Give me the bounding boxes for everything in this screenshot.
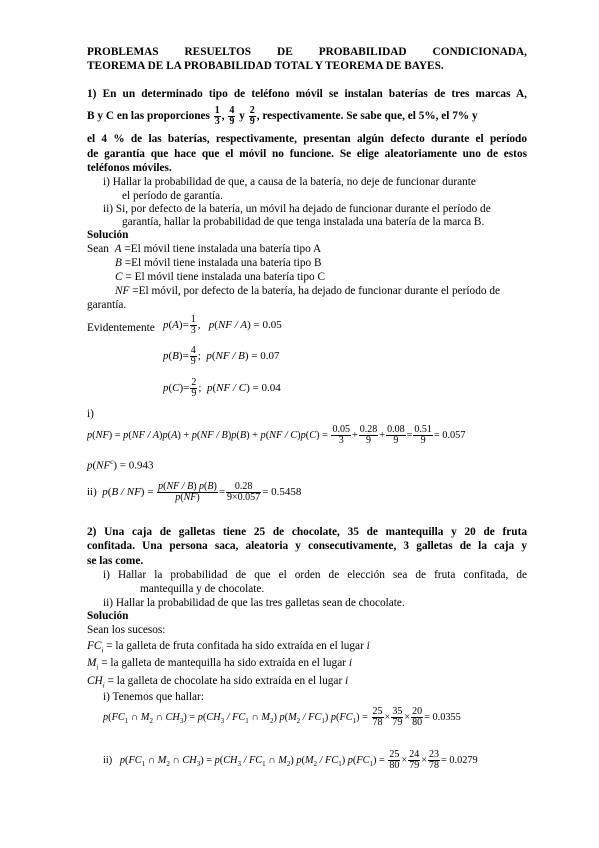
item-i-line1: i) Hallar la probabilidad de que, a causa de la batería, no deje de funcionar durante [103,176,476,188]
solution1-heading: Solución [87,229,129,241]
define-FC: $FC_i$ = la galleta de fruta confitada ha sido extraída en el lugar i [87,640,370,655]
p2-item-i-line1: i) Hallar la probabilidad de que el orden de elección sea de fruta confitada, de [103,569,527,581]
problem1-line5: teléfonos móviles. [87,162,172,174]
define-CH: $CH_i$ = la galleta de chocolate ha sido extraída en el lugar i [87,675,349,690]
define-B: B =El móvil tiene instalada una batería tipo B [115,257,322,269]
tenemos-label: i) Tenemos que hallar: [103,691,204,703]
item-ii-line1: ii) Si, por defecto de la batería, un móvil ha dejado de funcionar durante el período de [103,203,491,215]
solution2-heading: Solución [87,610,129,622]
define-A: Sean A =El móvil tiene instalada una batería tipo A [87,243,322,255]
p2-item-ii: ii) Hallar la probabilidad de que las tres galletas sean de chocolate. [103,597,405,609]
problem2-line3: se las come. [87,555,144,567]
define-NF: NF =El móvil, por defecto de la batería, ha dejado de funcionar durante el período de [115,285,500,297]
eq-total-probability: p(NF) = p(NF / A)p(A) + p(NF / B)p(B) + p(NF / C)p(C) = $\frac{0.05}{3}$ + $\frac{0.28}{9}$ + $\frac{0.08}{9}$ = $\frac{0.51}{9}$ = 0.057 [87,424,466,446]
eq-complement: $p(NF^c) = 0.943$ [87,458,154,472]
eq-order-probability: $p(FC_1$ ∩ $M_2$ ∩ $CH_3) = p(CH_3 / FC_1$ ∩ $M_2$) $p(M_2 / FC_1) p(FC_1)$ = $\frac{25}{78}$ × $\frac{35}{79}$ × $\frac{20}{80}$ = 0.0355 [103,706,461,728]
define-C: C = El móvil tiene instalada una batería tipo C [115,271,325,283]
eq-pB: p(B)= $\frac{4}{9}$ ; p(NF / B) = 0.07 [163,345,280,367]
problem1-line3: el 4 % de las baterías, respectivamente, presentan algún defecto durante el período [87,133,527,145]
evidentemente: Evidentemente [87,322,155,334]
item-ii-line2: garantía, hallar la probabilidad de que tenga instalada una batería de la marca B. [122,216,485,228]
eq-bayes: ii) p(B / NF) = $\frac{p(NF / B) p(B)}{p(NF)}$ = $\frac{0.28}{9\times 0.057}$ = 0.5458 [87,481,302,503]
part-i-label: i) [87,408,94,420]
problem1-line1: 1) En un determinado tipo de teléfono móvil se instalan baterías de tres marcas A, [87,88,527,100]
item-i-line2: el período de garantía. [122,190,223,202]
eq-chocolate-probability: ii) $p(FC_1$ ∩ $M_2$ ∩ $CH_3) = p(CH_3 / FC_1$ ∩ $M_2$) $p(M_2 / FC_1) p(FC_1)$ = $\frac{25}{80}$ × $\frac{24}{79}$ × $\frac{23}{78}$ = 0.0279 [103,749,478,771]
define-NF-cont: garantía. [87,299,127,311]
define-M: $M_i$ = la galleta de mantequilla ha sido extraída en el lugar i [87,657,352,672]
sucesos-label: Sean los sucesos: [87,624,166,636]
problem2-line1: 2) Una caja de galletas tiene 25 de chocolate, 35 de mantequilla y 20 de fruta [87,526,527,538]
eq-pC: p(C)= $\frac{2}{9}$ ; p(NF / C) = 0.04 [163,377,281,399]
problem1-line2: B y C en las proporciones $\frac{1}{3}$ , $\frac{4}{9}$ y $\frac{2}{9}$ , respectivamente. Se sabe que, el 5%, el 7% y [87,105,478,127]
title-line-2: TEOREMA DE LA PROBABILIDAD TOTAL Y TEOREMA DE BAYES. [87,60,444,72]
p2-item-i-line2: mantequilla y de chocolate. [140,583,265,595]
title-line-1: PROBLEMAS RESUELTOS DE PROBABILIDAD CONDICIONADA, [87,46,527,58]
problem2-line2: confitada. Una persona saca, aleatoria y consecutivamente, 3 galletas de la caja y [87,540,527,552]
eq-pA: p(A)= $\frac{1}{3}$ , p(NF / A) = 0.05 [163,314,282,336]
problem1-line4: de garantía que hace que el móvil no funcione. Se elige aleatoriamente uno de estos [87,148,527,160]
